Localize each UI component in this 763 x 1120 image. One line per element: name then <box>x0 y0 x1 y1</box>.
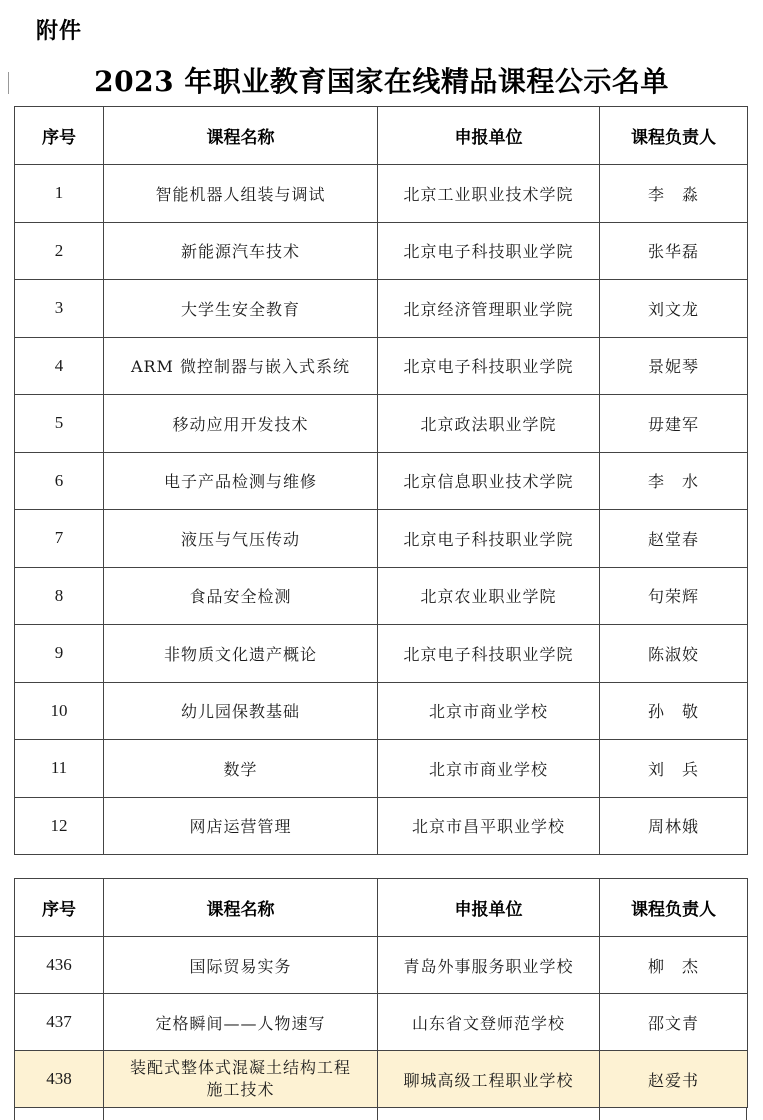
table-row <box>15 797 748 855</box>
row-index: 438 <box>15 1051 104 1108</box>
row-course-name: 国际贸易实务 <box>104 937 378 994</box>
table-row <box>15 510 748 568</box>
table-header-row <box>15 879 748 937</box>
row-course-lead: 柳 杰 <box>600 937 748 994</box>
row-course-lead: 刘文龙 <box>600 280 748 338</box>
row-index: 5 <box>15 395 104 453</box>
row-index: 11 <box>15 740 104 798</box>
header-course-lead: 课程负责人 <box>600 879 748 937</box>
row-applicant-unit: 北京电子科技职业学院 <box>378 625 600 683</box>
table-row <box>15 625 748 683</box>
row-course-lead: 句荣辉 <box>600 567 748 625</box>
table-row <box>15 395 748 453</box>
table-row <box>15 337 748 395</box>
row-course-name: 非物质文化遗产概论 <box>104 625 378 683</box>
table-row <box>15 222 748 280</box>
row-index: 12 <box>15 797 104 855</box>
row-index: 9 <box>15 625 104 683</box>
table-row-highlighted <box>15 1051 748 1108</box>
row-course-lead: 刘 兵 <box>600 740 748 798</box>
row-index: 2 <box>15 222 104 280</box>
row-index: 1 <box>15 165 104 223</box>
table-row <box>15 452 748 510</box>
table-row <box>15 280 748 338</box>
header-course-lead: 课程负责人 <box>600 107 748 165</box>
row-course-name: 大学生安全教育 <box>104 280 378 338</box>
row-index: 7 <box>15 510 104 568</box>
row-course-name: 数学 <box>104 740 378 798</box>
row-applicant-unit: 北京市商业学校 <box>378 740 600 798</box>
header-index: 序号 <box>15 107 104 165</box>
table-continuation <box>14 1107 747 1120</box>
row-course-lead: 李 水 <box>600 452 748 510</box>
course-table-part-1 <box>14 106 748 855</box>
row-index: 4 <box>15 337 104 395</box>
row-course-name-line-1: 装配式整体式混凝土结构工程 <box>129 1058 351 1077</box>
row-index: 10 <box>15 682 104 740</box>
row-course-lead: 周林娥 <box>600 797 748 855</box>
header-applicant-unit: 申报单位 <box>378 879 600 937</box>
header-index: 序号 <box>15 879 104 937</box>
row-course-name-line-2: 施工技术 <box>206 1080 275 1099</box>
row-course-name <box>104 1051 378 1108</box>
row-index: 6 <box>15 452 104 510</box>
row-applicant-unit: 北京电子科技职业学院 <box>378 222 600 280</box>
row-index: 8 <box>15 567 104 625</box>
row-course-lead: 赵爱书 <box>600 1051 748 1108</box>
row-applicant-unit: 北京电子科技职业学院 <box>378 337 600 395</box>
document-title: 2023 年职业教育国家在线精品课程公示名单 <box>94 65 669 98</box>
row-course-lead: 孙 敬 <box>600 682 748 740</box>
table-row <box>15 937 748 994</box>
row-course-lead: 邵文青 <box>600 994 748 1051</box>
row-applicant-unit: 北京市商业学校 <box>378 682 600 740</box>
row-course-lead: 张华磊 <box>600 222 748 280</box>
table-row <box>15 994 748 1051</box>
course-table-part-2 <box>14 878 748 1108</box>
row-course-name: ARM 微控制器与嵌入式系统 <box>104 337 378 395</box>
header-course-name: 课程名称 <box>104 107 378 165</box>
row-applicant-unit: 北京市昌平职业学校 <box>378 797 600 855</box>
row-course-lead: 陈淑姣 <box>600 625 748 683</box>
table-row <box>15 740 748 798</box>
row-course-name: 智能机器人组装与调试 <box>104 165 378 223</box>
row-index: 437 <box>15 994 104 1051</box>
header-course-name: 课程名称 <box>104 879 378 937</box>
row-applicant-unit: 青岛外事服务职业学校 <box>378 937 600 994</box>
page-break-gap <box>0 862 763 876</box>
attachment-label: 附件 <box>36 19 83 44</box>
row-applicant-unit: 北京工业职业技术学院 <box>378 165 600 223</box>
table-row <box>15 165 748 223</box>
row-course-name: 网店运营管理 <box>104 797 378 855</box>
table-row <box>15 567 748 625</box>
row-applicant-unit: 北京政法职业学院 <box>378 395 600 453</box>
row-applicant-unit: 北京经济管理职业学院 <box>378 280 600 338</box>
row-course-name: 定格瞬间——人物速写 <box>104 994 378 1051</box>
row-course-name: 移动应用开发技术 <box>104 395 378 453</box>
row-course-lead: 毋建军 <box>600 395 748 453</box>
row-course-lead: 赵堂春 <box>600 510 748 568</box>
row-course-lead: 景妮琴 <box>600 337 748 395</box>
row-course-name: 液压与气压传动 <box>104 510 378 568</box>
row-applicant-unit: 北京农业职业学院 <box>378 567 600 625</box>
row-applicant-unit: 聊城高级工程职业学校 <box>378 1051 600 1108</box>
table-header-row <box>15 107 748 165</box>
row-course-name: 幼儿园保教基础 <box>104 682 378 740</box>
row-index: 3 <box>15 280 104 338</box>
row-index: 436 <box>15 937 104 994</box>
row-course-name: 新能源汽车技术 <box>104 222 378 280</box>
header-applicant-unit: 申报单位 <box>378 107 600 165</box>
row-course-name: 食品安全检测 <box>104 567 378 625</box>
row-applicant-unit: 山东省文登师范学校 <box>378 994 600 1051</box>
table-row <box>15 682 748 740</box>
row-course-lead: 李 淼 <box>600 165 748 223</box>
row-applicant-unit: 北京电子科技职业学院 <box>378 510 600 568</box>
row-course-name: 电子产品检测与维修 <box>104 452 378 510</box>
row-applicant-unit: 北京信息职业技术学院 <box>378 452 600 510</box>
